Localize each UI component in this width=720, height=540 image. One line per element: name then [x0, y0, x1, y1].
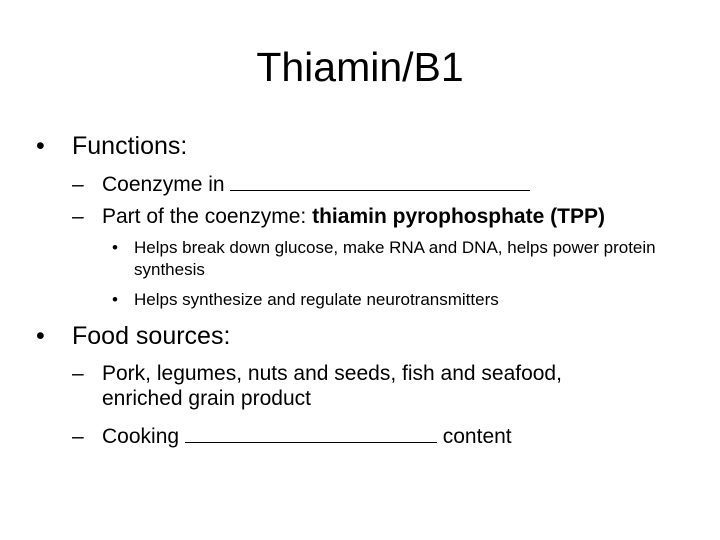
fill-in-blank-cooking — [185, 424, 437, 443]
dash-marker: – — [72, 205, 84, 228]
dash-marker: – — [72, 362, 84, 385]
sources-text: Pork, legumes, nuts and seeds, fish and seafood, enriched grain product — [102, 362, 562, 410]
coenzyme-label: Coenzyme in — [102, 173, 225, 196]
dash-marker: – — [72, 173, 84, 196]
bullet-marker: • — [36, 322, 45, 350]
sub-item-glucose — [112, 237, 692, 281]
sub-item-neurotransmitters — [112, 289, 692, 311]
tpp-term: thiamin pyrophosphate (TPP) — [312, 205, 605, 228]
coenzyme-item — [72, 172, 692, 197]
cooking-item — [72, 424, 692, 449]
bullet-marker: • — [112, 290, 118, 309]
food-sources-bullet-item — [36, 321, 230, 351]
cooking-label: Cooking — [102, 425, 180, 448]
sub-item-text: Helps synthesize and regulate neurotransmitters — [134, 290, 499, 309]
part-of-coenzyme-label: Part of the coenzyme: — [102, 205, 313, 228]
functions-heading: Functions: — [72, 132, 188, 160]
cooking-suffix: content — [442, 425, 512, 448]
fill-in-blank-coenzyme — [230, 172, 530, 191]
dash-marker: – — [72, 425, 84, 448]
bullet-marker: • — [112, 238, 118, 257]
functions-bullet-item — [36, 131, 187, 161]
bullet-marker: • — [36, 132, 45, 160]
slide-title: Thiamin/B1 — [256, 44, 464, 90]
sources-item — [72, 361, 632, 411]
food-sources-heading: Food sources: — [72, 322, 231, 350]
sub-item-text: Helps break down glucose, make RNA and DNA, helps power protein synthesis — [134, 238, 656, 279]
part-of-coenzyme-item — [72, 204, 692, 229]
